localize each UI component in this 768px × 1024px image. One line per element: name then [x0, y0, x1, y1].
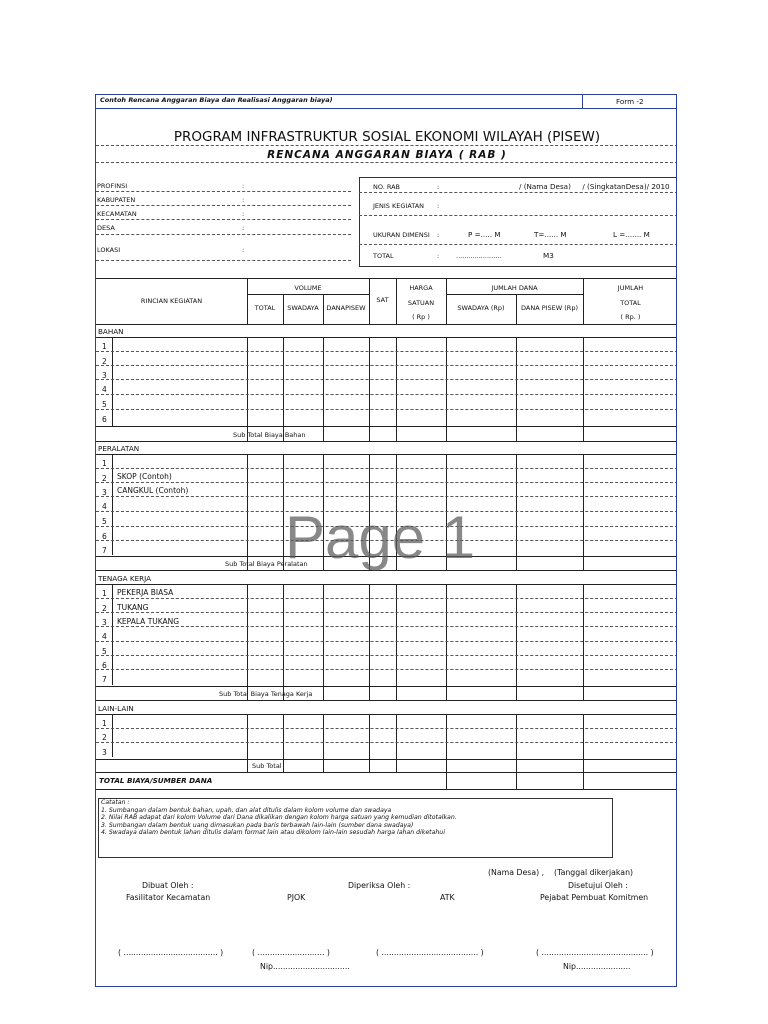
rab-subtitle: RENCANA ANGGARAN BIAYA ( RAB )	[267, 149, 507, 161]
row-number: 5	[102, 517, 107, 526]
row-line	[96, 759, 677, 760]
total-value: ......................	[456, 252, 502, 260]
place-date: (Nama Desa) , (Tanggal dikerjakan)	[488, 868, 634, 877]
col-volume: VOLUME	[294, 284, 322, 292]
label-no-rab: NO. RAB	[373, 183, 401, 191]
label-kabupaten: KABUPATEN	[97, 196, 136, 204]
row-number: 6	[102, 661, 107, 670]
column-line	[583, 714, 584, 772]
column-line	[247, 454, 248, 570]
col-jumlah-dana: JUMLAH DANA	[491, 284, 538, 292]
form-caption: Contoh Rencana Anggaran Biaya dan Realisasi Anggaran biaya)	[100, 96, 333, 104]
item-cangkul: CANGKUL (Contoh)	[117, 486, 189, 495]
notes-title: Catatan :	[101, 799, 130, 806]
title-dash-1	[96, 145, 677, 146]
column-line	[446, 772, 447, 789]
row-dash-line	[96, 669, 677, 670]
notes-box	[98, 798, 613, 858]
section-tenaga-kerja: TENAGA KERJA	[98, 574, 152, 583]
section-line	[96, 337, 677, 338]
column-line	[396, 584, 397, 700]
total-biaya-sumber-dana: TOTAL BIAYA/SUMBER DANA	[99, 776, 213, 785]
item-tukang: TUKANG	[117, 603, 149, 612]
nip-2: Nip......................	[563, 962, 631, 971]
column-line	[446, 584, 447, 700]
column-line	[323, 337, 324, 441]
column-line	[247, 337, 248, 441]
colon: :	[437, 202, 440, 210]
row-number: 2	[102, 474, 107, 483]
row-number: 2	[102, 733, 107, 742]
label-jenis-kegiatan: JENIS KEGIATAN	[373, 202, 425, 210]
column-line	[583, 454, 584, 570]
jumlah-dana-divider	[446, 294, 583, 295]
label-desa: DESA	[97, 224, 115, 232]
dimension-p: P =..... M	[468, 230, 501, 239]
no-rab-value: / (Nama Desa) / (SingkatanDesa)/ 2010	[519, 182, 670, 191]
section-bahan: BAHAN	[98, 327, 124, 336]
row-number: 1	[102, 342, 107, 351]
column-line	[396, 714, 397, 772]
col-jumlah-total: TOTAL	[620, 299, 641, 307]
column-line	[283, 337, 284, 441]
colon: :	[437, 231, 440, 239]
subtotal-tenaga-kerja: Sub Total Biaya Tenaga Kerja	[219, 690, 313, 698]
column-line	[247, 584, 248, 700]
subtotal-lain-lain: Sub Total	[252, 762, 282, 770]
table-top-line	[96, 278, 677, 279]
dash-line	[96, 234, 351, 235]
dash-line	[359, 215, 677, 216]
column-line	[283, 584, 284, 700]
column-line	[369, 278, 370, 324]
dash-line	[96, 260, 351, 261]
row-dash-line	[96, 626, 677, 627]
row-dash-line	[96, 351, 677, 352]
row-number: 3	[102, 371, 107, 380]
form-no-divider	[582, 95, 583, 108]
colon: :	[242, 224, 245, 232]
row-number: 1	[102, 719, 107, 728]
col-jd-pisew: DANA PISEW (Rp)	[521, 304, 578, 312]
row-dash-line	[96, 379, 677, 380]
signature-blank-4: ( ........................................... )	[536, 948, 654, 957]
row-number: 3	[102, 618, 107, 627]
note-3: 3. Sumbangan dalam bentuk uang dimasukan pada baris terbawah lain-lain (sumber dana swadaya)	[101, 821, 414, 829]
col-harga-satuan: SATUAN	[407, 299, 435, 307]
header-bottom-line	[96, 324, 677, 325]
column-line	[516, 584, 517, 700]
col-jumlah: JUMLAH	[617, 284, 644, 292]
column-line	[247, 714, 248, 772]
dash-line	[359, 244, 677, 245]
section-line	[96, 714, 677, 715]
column-line	[583, 337, 584, 441]
row-dash-line	[96, 742, 677, 743]
column-line	[283, 454, 284, 570]
column-line	[396, 337, 397, 441]
col-rincian-kegiatan: RINCIAN KEGIATAN	[140, 297, 203, 305]
item-kepala-tukang: KEPALA TUKANG	[117, 617, 180, 626]
item-pekerja-biasa: PEKERJA BIASA	[117, 588, 174, 597]
subtotal-bahan: Sub Total Biaya Bahan	[233, 431, 306, 439]
colon: :	[242, 246, 245, 254]
fasilitator-kecamatan: Fasilitator Kecamatan	[126, 893, 211, 902]
row-dash-line	[96, 409, 677, 410]
label-total: TOTAL	[373, 252, 394, 260]
column-line	[369, 714, 370, 772]
column-line	[516, 337, 517, 441]
subtotal-peralatan: Sub Total Biaya Peralatan	[225, 560, 308, 568]
page-watermark: Page 1	[285, 504, 476, 571]
row-dash-line	[96, 655, 677, 656]
colon: :	[242, 196, 245, 204]
row-dash-line	[96, 482, 677, 483]
row-number: 5	[102, 647, 107, 656]
label-lokasi: LOKASI	[97, 246, 121, 254]
row-number: 7	[102, 675, 107, 684]
col-jumlah-rp: ( Rp. )	[620, 313, 641, 321]
column-line	[323, 714, 324, 772]
column-line	[369, 584, 370, 700]
column-line	[396, 278, 397, 324]
column-line	[323, 584, 324, 700]
row-number: 5	[102, 400, 107, 409]
program-title: PROGRAM INFRASTRUKTUR SOSIAL EKONOMI WILAYAH (PISEW)	[173, 129, 601, 145]
column-line	[516, 454, 517, 570]
row-number: 4	[102, 502, 107, 511]
label-kecamatan: KECAMATAN	[97, 210, 137, 218]
dash-line	[96, 191, 351, 192]
column-line	[516, 714, 517, 772]
form-number: Form -2	[616, 97, 644, 106]
column-line	[446, 278, 447, 324]
row-dash-line	[96, 598, 677, 599]
diperiksa-oleh: Diperiksa Oleh :	[348, 881, 411, 890]
item-skop: SKOP (Contoh)	[117, 472, 172, 481]
row-number: 1	[102, 589, 107, 598]
pejabat-pembuat-komitmen: Pejabat Pembuat Komitmen	[540, 893, 649, 902]
dash-line	[96, 205, 351, 206]
nip-1: Nip...............................	[260, 962, 350, 971]
label-profinsi: PROFINSI	[97, 182, 128, 190]
label-ukuran-dimensi: UKURAN DIMENSI	[373, 231, 430, 239]
table-bottom-line	[96, 789, 677, 790]
column-line	[283, 714, 284, 772]
volume-divider	[247, 294, 369, 295]
row-dash-line	[96, 394, 677, 395]
row-line	[96, 441, 677, 442]
dimension-l: L =....... M	[613, 230, 650, 239]
row-line	[96, 700, 677, 701]
atk: ATK	[440, 893, 455, 902]
dash-line	[96, 219, 351, 220]
column-line	[369, 337, 370, 441]
row-number: 6	[102, 532, 107, 541]
column-line	[446, 714, 447, 772]
total-unit: M3	[543, 251, 554, 260]
column-line	[112, 714, 113, 757]
col-vol-swadaya: SWADAYA	[287, 304, 319, 312]
note-2: 2. Nilai RAB adapat dari kolom Volume dari Dana dikalikan dengan kolom harga satuan yang kemudian ditotalkan.	[101, 814, 457, 822]
col-jd-swadaya: SWADAYA (Rp)	[457, 304, 505, 312]
signature-blank-3: ( ....................................... )	[376, 948, 484, 957]
row-line	[96, 426, 677, 427]
col-vol-total: TOTAL	[254, 304, 276, 312]
row-dash-line	[96, 496, 677, 497]
note-1: 1. Sumbangan dalam bentuk bahan, upah, dan alat ditulis dalam kolom volume dan swadaya	[101, 806, 392, 814]
signature-blank-2: ( ........................... )	[252, 948, 330, 957]
row-number: 7	[102, 546, 107, 555]
title-dash-2	[96, 162, 677, 163]
colon: :	[242, 182, 245, 190]
row-line	[96, 772, 677, 773]
row-number: 1	[102, 459, 107, 468]
dimension-t: T=...... M	[534, 230, 567, 239]
row-line	[96, 686, 677, 687]
section-lain-lain: LAIN-LAIN	[98, 704, 134, 713]
col-vol-danapisew: DANAPISEW	[326, 304, 366, 312]
dash-line	[359, 192, 677, 193]
column-line	[283, 294, 284, 324]
row-number: 3	[102, 748, 107, 757]
colon: :	[242, 210, 245, 218]
column-line	[323, 294, 324, 324]
row-number: 3	[102, 488, 107, 497]
row-number: 2	[102, 357, 107, 366]
section-peralatan: PERALATAN	[98, 444, 140, 453]
colon: :	[437, 252, 440, 260]
row-dash-line	[96, 468, 677, 469]
row-dash-line	[96, 641, 677, 642]
section-line	[96, 584, 677, 585]
col-harga-rp: ( Rp )	[412, 313, 430, 321]
row-dash-line	[96, 612, 677, 613]
col-harga: HARGA	[409, 284, 433, 292]
row-dash-line	[96, 728, 677, 729]
row-number: 4	[102, 385, 107, 394]
signature-blank-1: ( ...................................... )	[118, 948, 224, 957]
row-dash-line	[96, 365, 677, 366]
col-sat: SAT	[376, 296, 389, 304]
row-number: 2	[102, 604, 107, 613]
column-line	[247, 278, 248, 324]
column-line	[583, 772, 584, 789]
row-number: 6	[102, 415, 107, 424]
dibuat-oleh: Dibuat Oleh :	[142, 881, 194, 890]
colon: :	[437, 183, 440, 191]
column-line	[583, 278, 584, 324]
header-divider	[96, 108, 677, 109]
column-line	[516, 772, 517, 789]
row-number: 4	[102, 632, 107, 641]
disetujui-oleh: Disetujui Oleh :	[568, 881, 628, 890]
note-4: 4. Swadaya dalam bentuk lahan ditulis dalam format lain atau dikolom lain-lain sesudah harga lahan diketahui	[101, 829, 445, 837]
section-line	[96, 454, 677, 455]
column-line	[516, 294, 517, 324]
column-line	[583, 584, 584, 700]
column-line	[446, 337, 447, 441]
pjok: PJOK	[287, 893, 306, 902]
